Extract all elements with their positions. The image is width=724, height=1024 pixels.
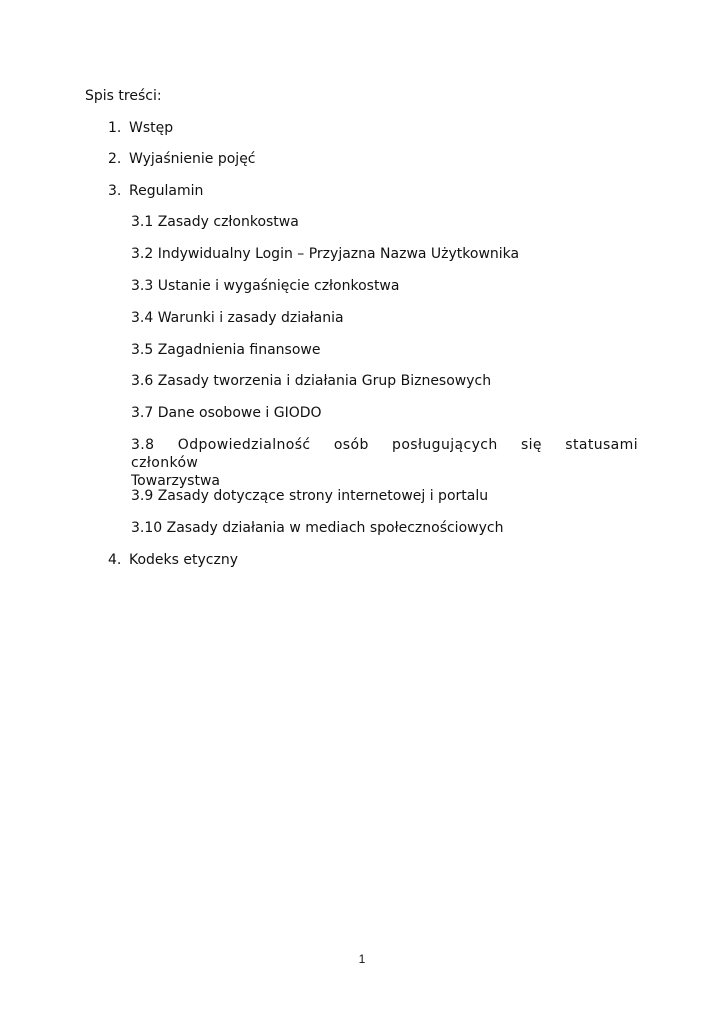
toc-subitem-3-1: 3.1 Zasady członkostwa (131, 214, 299, 230)
toc-item-regulamin (108, 182, 203, 200)
toc-subitem-3-3: 3.3 Ustanie i wygaśnięcie członkostwa (131, 278, 400, 294)
page-number: 1 (358, 952, 366, 966)
toc-subitem-3-8 (131, 436, 638, 490)
toc-item-label: Kodeks etyczny (129, 552, 238, 568)
toc-item-label: 3.8 Odpowiedzialność osób posługujących się statusami członków (131, 437, 638, 471)
toc-subitem-3-7: 3.7 Dane osobowe i GIODO (131, 405, 322, 421)
toc-subitem-3-4: 3.4 Warunki i zasady działania (131, 310, 344, 326)
toc-item-label: Wyjaśnienie pojęć (129, 151, 256, 167)
toc-subitem-3-10: 3.10 Zasady działania w mediach społecznościowych (131, 520, 504, 536)
toc-item-wstep (108, 119, 173, 137)
toc-item-kodeks-etyczny (108, 551, 238, 569)
toc-item-label: Regulamin (129, 183, 204, 199)
toc-title: Spis treści: (85, 88, 162, 104)
toc-subitem-3-2: 3.2 Indywidualny Login – Przyjazna Nazwa Użytkownika (131, 246, 520, 262)
toc-item-number: 1. (108, 120, 122, 136)
toc-item-label-continuation: Towarzystwa (131, 473, 220, 489)
toc-item-wyjasnienie-pojec (108, 150, 256, 168)
toc-item-number: 3. (108, 183, 122, 199)
toc-item-number: 4. (108, 552, 122, 568)
toc-subitem-3-9: 3.9 Zasady dotyczące strony internetowej i portalu (131, 488, 489, 504)
toc-subitem-3-5: 3.5 Zagadnienia finansowe (131, 342, 321, 358)
toc-item-label: Wstęp (129, 120, 174, 136)
toc-item-number: 2. (108, 151, 122, 167)
toc-subitem-3-6: 3.6 Zasady tworzenia i działania Grup Biznesowych (131, 373, 492, 389)
